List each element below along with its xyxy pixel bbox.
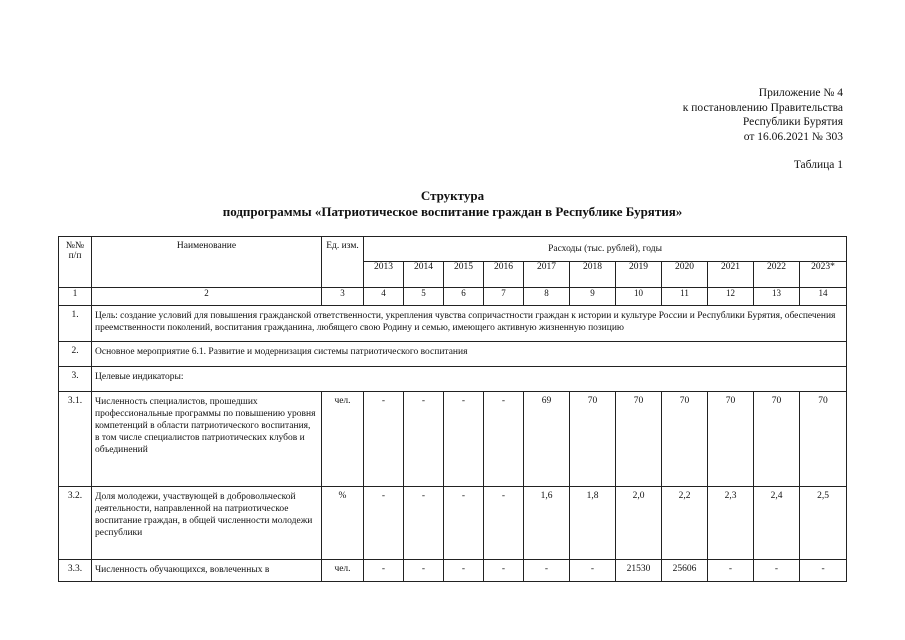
header-name: Наименование (92, 237, 322, 288)
table-row (59, 342, 847, 367)
document-title (0, 188, 905, 220)
value-cell: 70 (708, 392, 754, 487)
unit-cell: чел. (322, 392, 364, 487)
year-cell: 2015 (444, 262, 484, 288)
value-cell: - (364, 487, 404, 560)
year-cell: 2018 (570, 262, 616, 288)
title-line-2: подпрограммы «Патриотическое воспитание граждан в Республике Бурятия» (222, 204, 683, 219)
column-number: 6 (444, 288, 484, 306)
value-cell: - (484, 487, 524, 560)
year-cell: 2014 (404, 262, 444, 288)
value-cell: - (524, 560, 570, 582)
value-cell: 70 (662, 392, 708, 487)
column-number-row (59, 288, 847, 306)
value-cell: - (404, 392, 444, 487)
header-num: №№ п/п (59, 237, 92, 288)
indicator-name: Численность обучающихся, вовлеченных в (92, 560, 322, 582)
value-cell: 70 (570, 392, 616, 487)
header-unit: Ед. изм. (322, 237, 364, 288)
value-cell: 2,0 (616, 487, 662, 560)
appendix-line-2: к постановлению Правительства (682, 101, 843, 114)
value-cell: - (570, 560, 616, 582)
value-cell: 2,3 (708, 487, 754, 560)
year-cell: 2022 (754, 262, 800, 288)
value-cell: - (404, 487, 444, 560)
column-number: 10 (616, 288, 662, 306)
unit-cell: чел. (322, 560, 364, 582)
header-expenses: Расходы (тыс. рублей), годы (364, 237, 847, 262)
column-number: 2 (92, 288, 322, 306)
value-cell: 25606 (662, 560, 708, 582)
appendix-line-1: Приложение № 4 (758, 87, 843, 99)
value-cell: - (364, 560, 404, 582)
value-cell: 1,8 (570, 487, 616, 560)
column-number: 5 (404, 288, 444, 306)
column-number: 3 (322, 288, 364, 306)
table-row (59, 367, 847, 392)
value-cell: 2,2 (662, 487, 708, 560)
indicator-name: Численность специалистов, прошедших профессиональные программы по повышению уровня компетенций в области патриотического воспитания, в том числе специалистов патриотических клубов и объединений (92, 392, 322, 487)
row-num: 3.3. (59, 560, 92, 582)
value-cell: 2,4 (754, 487, 800, 560)
appendix-header (683, 86, 843, 144)
value-cell: 2,5 (800, 487, 847, 560)
table-row (59, 487, 847, 560)
value-cell: 1,6 (524, 487, 570, 560)
value-cell: - (754, 560, 800, 582)
measure-text: Основное мероприятие 6.1. Развитие и модернизация системы патриотического воспитания (92, 342, 847, 367)
value-cell: - (708, 560, 754, 582)
value-cell: 69 (524, 392, 570, 487)
column-number: 8 (524, 288, 570, 306)
appendix-line-3: Республики Бурятия (742, 116, 843, 128)
value-cell: - (444, 487, 484, 560)
value-cell: - (484, 392, 524, 487)
column-number: 14 (800, 288, 847, 306)
table-row (59, 392, 847, 487)
indicators-text: Целевые индикаторы: (92, 367, 847, 392)
value-cell: - (444, 392, 484, 487)
column-number: 7 (484, 288, 524, 306)
table-label: Таблица 1 (793, 159, 843, 171)
value-cell: 70 (800, 392, 847, 487)
goal-text: Цель: создание условий для повышения гражданской ответственности, укрепления чувства сопричастности граждан к истории и культуре России и Республики Бурятия, обеспечения преемственности поколений, воспитания гражданина, любящего свою Родину и семью, имеющего активную жизненную позицию (92, 306, 847, 342)
value-cell: 70 (616, 392, 662, 487)
value-cell: - (484, 560, 524, 582)
year-cell: 2016 (484, 262, 524, 288)
appendix-line-4: от 16.06.2021 № 303 (743, 130, 843, 143)
table-row (59, 560, 847, 582)
value-cell: - (800, 560, 847, 582)
row-num: 1. (59, 306, 92, 342)
year-cell: 2013 (364, 262, 404, 288)
year-cell: 2021 (708, 262, 754, 288)
year-cell: 2020 (662, 262, 708, 288)
structure-table (58, 236, 847, 582)
column-number: 9 (570, 288, 616, 306)
year-cell: 2019 (616, 262, 662, 288)
year-cell: 2023* (800, 262, 847, 288)
table-row (59, 306, 847, 342)
column-number: 1 (59, 288, 92, 306)
value-cell: - (404, 560, 444, 582)
title-line-1: Структура (420, 188, 485, 203)
row-num: 3. (59, 367, 92, 392)
unit-cell: % (322, 487, 364, 560)
value-cell: - (444, 560, 484, 582)
column-number: 13 (754, 288, 800, 306)
value-cell: 21530 (616, 560, 662, 582)
column-number: 11 (662, 288, 708, 306)
column-number: 12 (708, 288, 754, 306)
column-number: 4 (364, 288, 404, 306)
indicator-name: Доля молодежи, участвующей в добровольческой деятельности, направленной на патриотическое воспитание граждан, в общей численности молодежи республики (92, 487, 322, 560)
value-cell: 70 (754, 392, 800, 487)
value-cell: - (364, 392, 404, 487)
row-num: 2. (59, 342, 92, 367)
year-cell: 2017 (524, 262, 570, 288)
row-num: 3.1. (59, 392, 92, 487)
row-num: 3.2. (59, 487, 92, 560)
